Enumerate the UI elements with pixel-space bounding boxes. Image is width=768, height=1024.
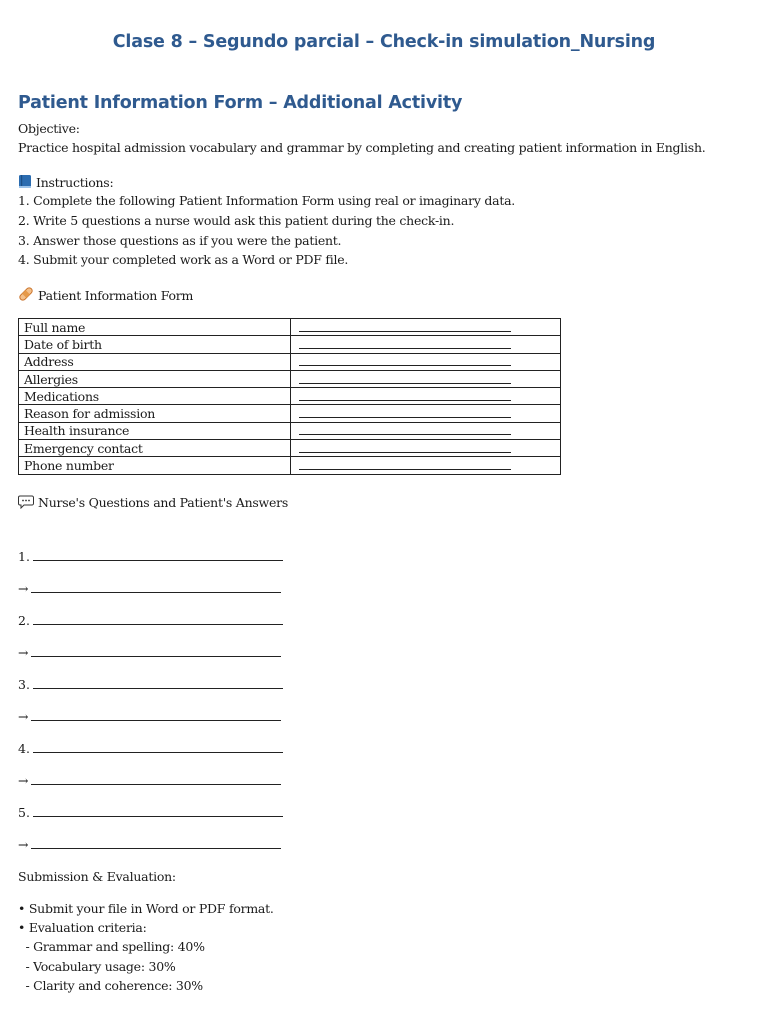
answer-line[interactable] bbox=[18, 645, 281, 661]
submission-item: • Evaluation criteria: bbox=[18, 920, 147, 935]
question-number: 1. bbox=[18, 549, 30, 564]
question-number: 5. bbox=[18, 805, 30, 820]
arrow-icon: → bbox=[18, 773, 29, 788]
submission-label: Submission & Evaluation: bbox=[18, 869, 176, 884]
question-line[interactable] bbox=[18, 805, 283, 821]
table-row bbox=[19, 405, 561, 422]
field-blank[interactable] bbox=[291, 353, 561, 370]
form-heading bbox=[18, 286, 193, 306]
instruction-item: 2. Write 5 questions a nurse would ask this patient during the check-in. bbox=[18, 213, 455, 228]
table-row bbox=[19, 422, 561, 439]
table-row bbox=[19, 370, 561, 387]
answer-line[interactable] bbox=[18, 773, 281, 789]
field-blank[interactable] bbox=[291, 319, 561, 336]
qa-heading bbox=[18, 495, 288, 513]
question-line[interactable] bbox=[18, 677, 283, 693]
field-label: Date of birth bbox=[19, 336, 291, 353]
speech-bubble-icon bbox=[18, 495, 34, 513]
table-row bbox=[19, 319, 561, 336]
table-row bbox=[19, 457, 561, 474]
patient-info-table bbox=[18, 318, 561, 475]
field-label: Address bbox=[19, 353, 291, 370]
field-blank[interactable] bbox=[291, 422, 561, 439]
document-title: Clase 8 – Segundo parcial – Check-in simulation_Nursing bbox=[112, 32, 656, 52]
table-row bbox=[19, 353, 561, 370]
criteria-item: - Vocabulary usage: 30% bbox=[18, 959, 176, 974]
arrow-icon: → bbox=[18, 837, 29, 852]
arrow-icon: → bbox=[18, 709, 29, 724]
table-row bbox=[19, 388, 561, 405]
field-label: Health insurance bbox=[19, 422, 291, 439]
field-blank[interactable] bbox=[291, 457, 561, 474]
blue-book-icon bbox=[18, 174, 32, 193]
qa-label: Nurse's Questions and Patient's Answers bbox=[38, 495, 289, 510]
answer-line[interactable] bbox=[18, 709, 281, 725]
objective-text: Practice hospital admission vocabulary and grammar by completing and creating patient information in English. bbox=[18, 140, 706, 155]
question-number: 3. bbox=[18, 677, 30, 692]
field-label: Phone number bbox=[19, 457, 291, 474]
table-row bbox=[19, 336, 561, 353]
objective-label: Objective: bbox=[18, 121, 80, 136]
instructions-heading bbox=[18, 174, 113, 193]
field-label: Full name bbox=[19, 319, 291, 336]
question-number: 4. bbox=[18, 741, 30, 756]
criteria-item: - Clarity and coherence: 30% bbox=[18, 978, 203, 993]
question-number: 2. bbox=[18, 613, 30, 628]
field-blank[interactable] bbox=[291, 336, 561, 353]
instruction-item: 3. Answer those questions as if you were the patient. bbox=[18, 233, 342, 248]
criteria-item: - Grammar and spelling: 40% bbox=[18, 939, 205, 954]
bandage-icon bbox=[18, 286, 34, 306]
form-label: Patient Information Form bbox=[38, 288, 194, 303]
question-line[interactable] bbox=[18, 741, 283, 757]
field-label: Emergency contact bbox=[19, 440, 291, 457]
answer-line[interactable] bbox=[18, 837, 281, 853]
field-label: Reason for admission bbox=[19, 405, 291, 422]
table-row bbox=[19, 440, 561, 457]
instruction-item: 1. Complete the following Patient Information Form using real or imaginary data. bbox=[18, 193, 516, 208]
field-label: Allergies bbox=[19, 370, 291, 387]
arrow-icon: → bbox=[18, 581, 29, 596]
answer-line[interactable] bbox=[18, 581, 281, 597]
field-blank[interactable] bbox=[291, 405, 561, 422]
field-blank[interactable] bbox=[291, 440, 561, 457]
instructions-label: Instructions: bbox=[36, 175, 114, 190]
question-line[interactable] bbox=[18, 549, 283, 565]
field-blank[interactable] bbox=[291, 388, 561, 405]
instruction-item: 4. Submit your completed work as a Word or PDF file. bbox=[18, 252, 349, 267]
field-blank[interactable] bbox=[291, 370, 561, 387]
field-label: Medications bbox=[19, 388, 291, 405]
question-line[interactable] bbox=[18, 613, 283, 629]
section-heading: Patient Information Form – Additional Activity bbox=[18, 93, 463, 113]
submission-item: • Submit your file in Word or PDF format. bbox=[18, 901, 274, 916]
arrow-icon: → bbox=[18, 645, 29, 660]
